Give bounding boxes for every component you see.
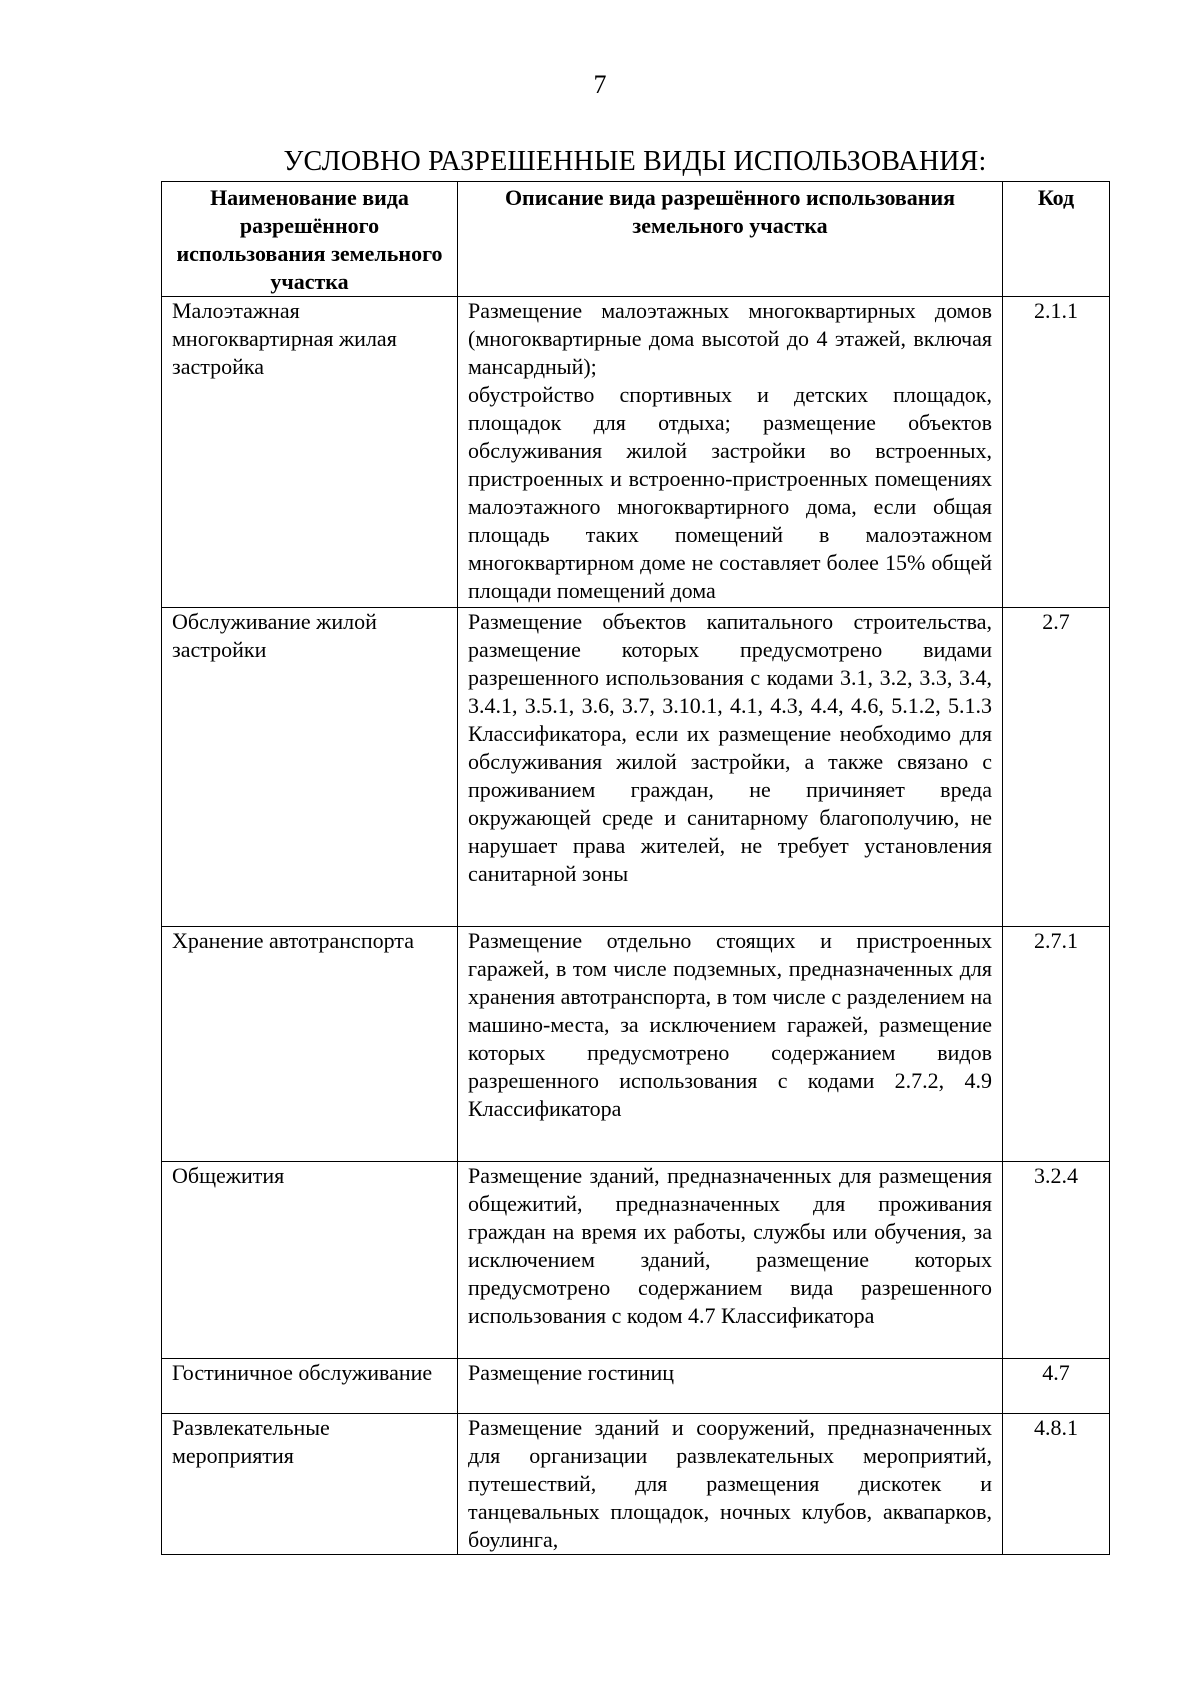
description-paragraph: Размещение объектов капитального строительства, размещение которых предусмотрено видами разрешенного использования с кодами 3.1, 3.2, 3.3, 3.4, 3.4.1, 3.5.1, 3.6, 3.7, 3.10.1, 4.1, 4.3, 4.4, 4.6, 5.1.2, 5.1.3 Классификатора, если их размещение необходимо для обслуживания жилой застройки, а также связано с проживанием граждан, не причиняет вреда окружающей среде и санитарному благополучию, не нарушает права жителей, не требует установления санитарной зоны [468, 609, 992, 886]
row-name: Общежития [162, 1162, 458, 1359]
header-name: Наименование вида разрешённого использования земельного участка [162, 182, 458, 297]
row-description [458, 927, 1003, 1162]
section-heading: УСЛОВНО РАЗРЕШЕННЫЕ ВИДЫ ИСПОЛЬЗОВАНИЯ: [283, 146, 987, 177]
row-description [458, 1162, 1003, 1359]
description-paragraph: Размещение зданий и сооружений, предназначенных для организации развлекательных мероприятий, путешествий, для размещения дискотек и танцевальных площадок, ночных клубов, аквапарков, боулинга, [468, 1415, 992, 1552]
header-code: Код [1003, 182, 1110, 297]
row-code: 3.2.4 [1003, 1162, 1110, 1359]
description-paragraph: Размещение малоэтажных многоквартирных домов (многоквартирные дома высотой до 4 этажей, включая мансардный); [468, 298, 992, 379]
row-code: 2.7.1 [1003, 927, 1110, 1162]
permitted-uses-table [161, 181, 1110, 1555]
description-paragraph: Размещение зданий, предназначенных для размещения общежитий, предназначенных для проживания граждан на время их работы, службы или обучения, за исключением зданий, размещение которых предусмотрено содержанием вида разрешенного использования с кодом 4.7 Классификатора [468, 1163, 992, 1328]
page-number: 7 [593, 70, 607, 99]
description-paragraph: Размещение отдельно стоящих и пристроенных гаражей, в том числе подземных, предназначенных для хранения автотранспорта, в том числе с разделением на машино-места, за исключением гаражей, размещение которых предусмотрено содержанием видов разрешенного использования с кодами 2.7.2, 4.9 Классификатора [468, 928, 992, 1121]
table-row [162, 1414, 1110, 1555]
table-header-row [162, 182, 1110, 297]
table-row [162, 1359, 1110, 1414]
table-row [162, 608, 1110, 927]
row-code: 4.8.1 [1003, 1414, 1110, 1555]
row-description [458, 1414, 1003, 1555]
row-description [458, 297, 1003, 608]
row-code: 2.1.1 [1003, 297, 1110, 608]
row-name: Обслуживание жилой застройки [162, 608, 458, 927]
row-name: Гостиничное обслуживание [162, 1359, 458, 1414]
row-code: 2.7 [1003, 608, 1110, 927]
table-row [162, 927, 1110, 1162]
row-description [458, 608, 1003, 927]
header-description-text: Описание вида разрешённого использования земельного участка [504, 185, 956, 238]
description-paragraph: Размещение гостиниц [468, 1360, 675, 1385]
row-name: Хранение автотранспорта [162, 927, 458, 1162]
row-name: Развлекательные мероприятия [162, 1414, 458, 1555]
row-name: Малоэтажная многоквартирная жилая застройка [162, 297, 458, 608]
table-row [162, 297, 1110, 608]
row-code: 4.7 [1003, 1359, 1110, 1414]
row-description [458, 1359, 1003, 1414]
header-description [458, 182, 1003, 297]
description-paragraph: обустройство спортивных и детских площадок, площадок для отдыха; размещение объектов обслуживания жилой застройки во встроенных, пристроенных и встроенно-пристроенных помещениях малоэтажного многоквартирного дома, если общая площадь таких помещений в малоэтажном многоквартирном доме не составляет более 15% общей площади помещений дома [468, 382, 992, 603]
table-row [162, 1162, 1110, 1359]
